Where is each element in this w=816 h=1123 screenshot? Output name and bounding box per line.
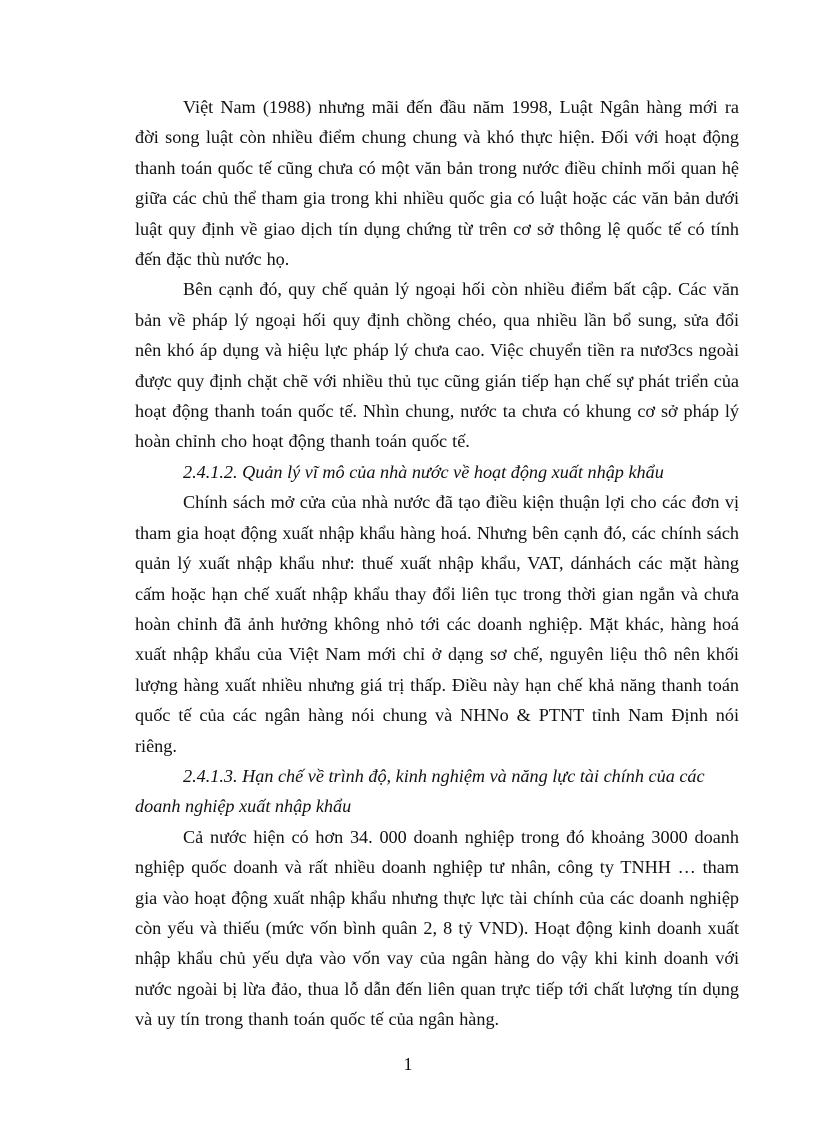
paragraph-legal-framework: Việt Nam (1988) nhưng mãi đến đầu năm 1998, Luật Ngân hàng mới ra đời song luật còn nhiều điểm chung chung và khó thực hiện. Đối với hoạt động thanh toán quốc tế cũng chưa có một văn bản trong nước điều chỉnh mối quan hệ giữa các chủ thể tham gia trong khi nhiều quốc gia có luật hoặc các văn bản dưới luật quy định về giao dịch tín dụng chứng từ trên cơ sở thông lệ quốc tế có tính đến đặc thù nước họ. bbox=[135, 97, 739, 270]
page-number: 1 bbox=[403, 1054, 413, 1074]
paragraph-enterprise-capacity: Cả nước hiện có hơn 34. 000 doanh nghiệp trong đó khoảng 3000 doanh nghiệp quốc doanh và rất nhiều doanh nghiệp tư nhân, công ty TNHH … tham gia vào hoạt động xuất nhập khẩu nhưng thực lực tài chính của các doanh nghiệp còn yếu và thiếu (mức vốn bình quân 2, 8 tỷ VND). Hoạt động kinh doanh xuất nhập khẩu chủ yếu dựa vào vốn vay của ngân hàng do vậy khi kinh doanh với nước ngoài bị lừa đảo, thua lỗ dẫn đến liên quan trực tiếp tới chất lượng tín dụng và uy tín trong thanh toán quốc tế của ngân hàng. bbox=[135, 826, 739, 1030]
section-heading-2-4-1-2: 2.4.1.2. Quản lý vĩ mô của nhà nước về hoạt động xuất nhập khẩu bbox=[183, 461, 664, 482]
paragraph-macro-management: Chính sách mở cửa của nhà nước đã tạo điều kiện thuận lợi cho các đơn vị tham gia hoạt động xuất nhập khẩu hàng hoá. Nhưng bên cạnh đó, các chính sách quản lý xuất nhập khẩu như: thuế xuất nhập khẩu, VAT, dánhách các mặt hàng cấm hoặc hạn chế xuất nhập khẩu thay đổi liên tục trong thời gian ngắn và chưa hoàn chỉnh đã ảnh hưởng không nhỏ tới các doanh nghiệp. Mặt khác, hàng hoá xuất nhập khẩu của Việt Nam mới chỉ ở dạng sơ chế, nguyên liệu thô nên khối lượng hàng xuất nhiều nhưng giá trị thấp. Điều này hạn chế khả năng thanh toán quốc tế của các ngân hàng nói chung và NHNo & PTNT tỉnh Nam Định nói riêng. bbox=[135, 492, 739, 756]
paragraph-foreign-exchange: Bên cạnh đó, quy chế quản lý ngoại hối còn nhiều điểm bất cập. Các văn bản về pháp lý ngoại hối quy định chồng chéo, qua nhiều lần bổ sung, sửa đổi nên khó áp dụng và hiệu lực pháp lý chưa cao. Việc chuyển tiền ra nươ3cs ngoài được quy định chặt chẽ với nhiều thủ tục cũng gián tiếp hạn chế sự phát triển của hoạt động thanh toán quốc tế. Nhìn chung, nước ta chưa có khung cơ sở pháp lý hoàn chỉnh cho hoạt động thanh toán quốc tế. bbox=[135, 279, 739, 452]
section-heading-2-4-1-3: 2.4.1.3. Hạn chế về trình độ, kinh nghiệm và năng lực tài chính của các doanh nghiệp xuất nhập khẩu bbox=[135, 765, 705, 817]
document-body bbox=[135, 92, 739, 1035]
